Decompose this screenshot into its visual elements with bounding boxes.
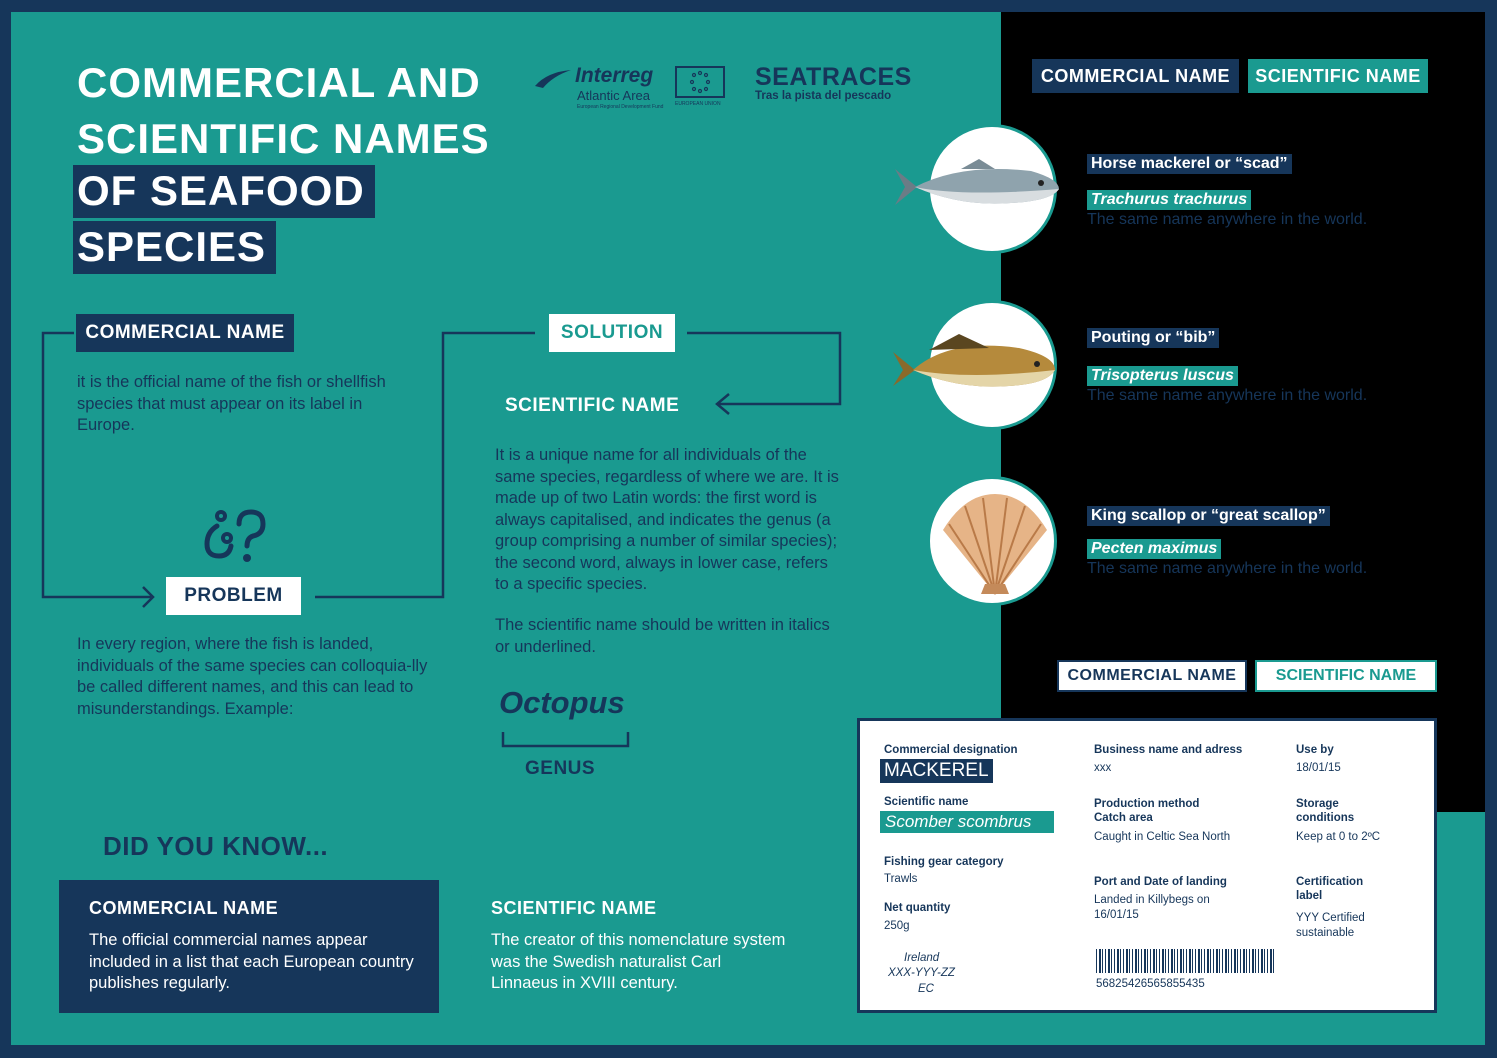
label-commercial-designation-heading: Commercial designation xyxy=(884,744,1018,756)
interreg-logo: Interreg Atlantic Area European Regional Development Fund EUROPEAN UNION xyxy=(533,64,733,114)
label-fishing-gear-heading: Fishing gear category xyxy=(884,856,1004,868)
label-certification-heading-2: label xyxy=(1296,890,1323,902)
legend-commercial-tag: COMMERCIAL NAME xyxy=(1032,59,1239,93)
label-commercial-tag: COMMERCIAL NAME xyxy=(1057,660,1247,692)
label-net-quantity-value: 250g xyxy=(884,920,910,932)
scallop-common-name: King scallop or “great scallop” xyxy=(1087,506,1330,526)
label-storage-value: Keep at 0 to 2ºC xyxy=(1296,831,1381,843)
fish-label-example xyxy=(857,718,1437,1013)
legend-scientific-tag: SCIENTIFIC NAME xyxy=(1248,59,1428,93)
title-line-3: OF SEAFOOD xyxy=(73,170,375,212)
label-scientific-name-value: Scomber scombrus xyxy=(880,811,1054,833)
label-certification-value-1: YYY Certified xyxy=(1296,912,1365,924)
label-port-value-2: 16/01/15 xyxy=(1094,909,1139,921)
scientific-name-italics-note: The scientific name should be written in italics or underlined. xyxy=(495,616,830,656)
label-catch-area-value: Caught in Celtic Sea North xyxy=(1094,831,1231,843)
genus-label: GENUS xyxy=(525,758,596,779)
label-scientific-tag: SCIENTIFIC NAME xyxy=(1255,660,1437,692)
label-storage-heading-1: Storage xyxy=(1296,798,1339,810)
horse-mackerel-image xyxy=(891,157,1061,217)
label-use-by-heading: Use by xyxy=(1296,744,1334,756)
pouting-image xyxy=(889,330,1059,400)
solution-tag: SOLUTION xyxy=(549,314,675,352)
label-catch-area-heading: Catch area xyxy=(1094,812,1153,824)
scientific-name-heading: SCIENTIFIC NAME xyxy=(505,395,680,416)
pouting-common-name: Pouting or “bib” xyxy=(1087,328,1219,348)
label-certification-value-2: sustainable xyxy=(1296,927,1355,939)
commercial-name-text: it is the official name of the fish or shellfish species that must appear on its label in Europe. xyxy=(77,373,386,434)
pouting-note: The same name anywhere in the world. xyxy=(1087,387,1368,404)
label-port-value-1: Landed in Killybegs on xyxy=(1094,894,1210,906)
did-you-know-commercial-box xyxy=(59,880,439,1013)
horse-mackerel-note: The same name anywhere in the world. xyxy=(1087,211,1368,228)
label-health-mark-line1: Ireland xyxy=(904,952,940,964)
title-line-4: SPECIES xyxy=(73,226,276,268)
horse-mackerel-scientific-name: Trachurus trachurus xyxy=(1087,190,1251,210)
label-port-heading: Port and Date of landing xyxy=(1094,876,1227,888)
scallop-image xyxy=(935,490,1055,600)
label-net-quantity-heading: Net quantity xyxy=(884,902,951,914)
pouting-scientific-name: Trisopterus luscus xyxy=(1087,366,1238,386)
label-barcode-number: 56825426565855435 xyxy=(1096,978,1205,990)
seatraces-logo: SEATRACES Tras la pista del pescado xyxy=(755,63,912,102)
label-storage-heading-2: conditions xyxy=(1296,812,1355,824)
scientific-name-text: It is a unique name for all individuals of the same species, regardless of where we are. It is made up of two Latin words: the first word is always capitalised, and indicates the genus (a group comprising a number of similar species); the second word, always in lower case, refers to a specific species. xyxy=(495,446,839,593)
commercial-name-tag: COMMERCIAL NAME xyxy=(76,314,294,352)
scallop-note: The same name anywhere in the world. xyxy=(1087,560,1368,577)
did-you-know-scientific-heading: SCIENTIFIC NAME xyxy=(491,898,657,918)
label-certification-heading-1: Certification xyxy=(1296,876,1364,888)
label-business-heading: Business name and adress xyxy=(1094,744,1243,756)
title-line-1: COMMERCIAL AND xyxy=(77,59,481,106)
scallop-scientific-name: Pecten maximus xyxy=(1087,539,1221,559)
label-commercial-designation-value: MACKEREL xyxy=(880,759,993,783)
horse-mackerel-common-name: Horse mackerel or “scad” xyxy=(1087,154,1292,174)
label-health-mark-line3: EC xyxy=(918,983,934,995)
infographic-canvas xyxy=(11,12,1485,1045)
label-fishing-gear-value: Trawls xyxy=(884,873,918,885)
label-production-heading: Production method xyxy=(1094,798,1200,810)
label-use-by-value: 18/01/15 xyxy=(1296,762,1341,774)
label-health-mark-line2: XXX-YYY-ZZ xyxy=(888,967,955,979)
did-you-know-heading: DID YOU KNOW... xyxy=(103,831,329,861)
label-business-value: xxx xyxy=(1094,762,1112,774)
question-chain-icon xyxy=(199,506,271,566)
label-scientific-name-heading: Scientific name xyxy=(884,796,969,808)
problem-tag: PROBLEM xyxy=(166,577,301,615)
species-panel xyxy=(1001,12,1485,812)
barcode-icon xyxy=(1096,949,1276,973)
genus-example: Octopus xyxy=(499,685,625,720)
title-line-2: SCIENTIFIC NAMES xyxy=(77,115,490,162)
did-you-know-commercial-heading: COMMERCIAL NAME xyxy=(89,898,279,918)
did-you-know-commercial-text: The official commercial names appear included in a list that each European country publishes regularly. xyxy=(89,931,414,992)
did-you-know-scientific-text: The creator of this nomenclature system was the Swedish naturalist Carl Linnaeus in XVIII century. xyxy=(491,931,786,992)
problem-text: In every region, where the fish is landed, individuals of the same species can colloquia-lly be called different names, and this can lead to misunderstandings. Example: xyxy=(77,635,428,718)
